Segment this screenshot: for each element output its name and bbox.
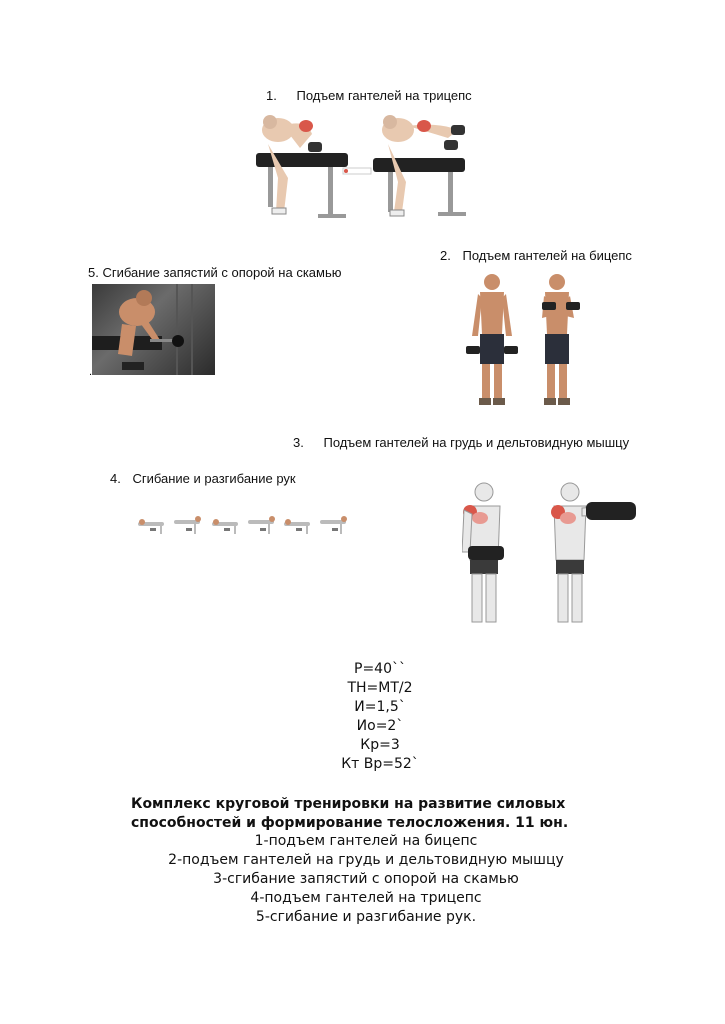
caption-number: 1.	[266, 88, 277, 103]
plan-item: 1-подъем гантелей на бицепс	[254, 833, 478, 849]
caption-wrist	[88, 265, 342, 280]
param-line: Кр=3	[360, 737, 400, 753]
caption-triceps	[266, 88, 472, 103]
caption-number: 3.	[293, 435, 304, 450]
caption-label: Подъем гантелей на трицепс	[296, 88, 472, 103]
param-line: Кт Вр=52`	[341, 756, 419, 772]
param-line: ТН=МТ/2	[347, 680, 413, 696]
caption-number: 4.	[110, 471, 121, 486]
caption-chest-delt	[293, 435, 629, 450]
stray-dot: .	[89, 366, 93, 378]
wrist-curl-photo	[92, 284, 215, 375]
biceps-curl-illustration	[462, 272, 592, 410]
caption-number: 2.	[440, 248, 451, 263]
plan-item: 5-сгибание и разгибание рук.	[255, 909, 477, 925]
plan-item: 3-сгибание запястий с опорой на скамью	[213, 871, 519, 887]
plan-list	[131, 832, 601, 927]
triceps-kickback-illustration	[248, 108, 466, 224]
caption-biceps	[440, 248, 632, 263]
plan-title: Комплекс круговой тренировки на развитие силовых способностей и формирование телосложения. 11 юн.	[131, 796, 569, 831]
param-line: И=1,5`	[354, 699, 406, 715]
caption-label: 5. Сгибание запястий с опорой на скамью	[88, 265, 342, 280]
param-line: Р=40``	[354, 661, 406, 677]
training-parameters	[300, 660, 460, 774]
pushup-illustration-strip	[136, 514, 352, 536]
param-line: Ио=2`	[356, 718, 404, 734]
caption-label: Подъем гантелей на грудь и дельтовидную мышцу	[323, 435, 630, 450]
caption-label: Подъем гантелей на бицепс	[462, 248, 632, 263]
plan-item: 4-подъем гантелей на трицепс	[250, 890, 482, 906]
front-raise-illustration	[462, 480, 642, 630]
caption-arms	[110, 471, 296, 486]
plan-item: 2-подъем гантелей на грудь и дельтовидную мышцу	[168, 852, 564, 868]
caption-label: Сгибание и разгибание рук	[132, 471, 296, 486]
